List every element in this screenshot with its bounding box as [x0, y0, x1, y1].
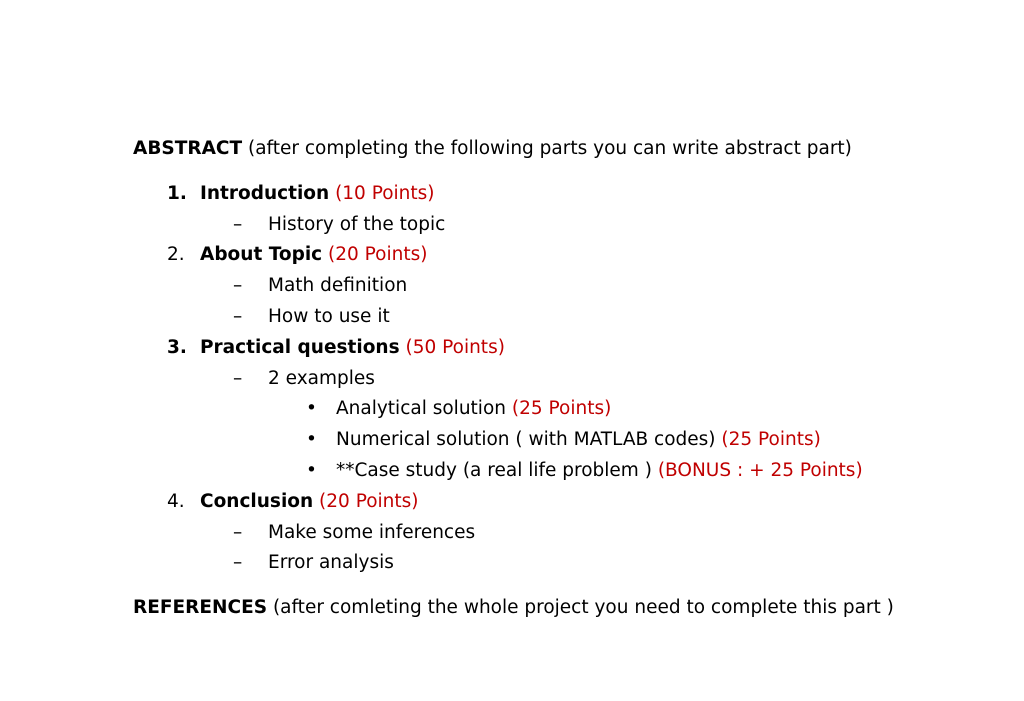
section-points: (50 Points) [399, 336, 505, 358]
bullet-icon: • [306, 459, 317, 481]
list-item-text: Make some inferences [268, 521, 476, 543]
dash-marker: – [233, 275, 243, 297]
section-title: Practical questions [200, 336, 400, 358]
bullet-item [133, 456, 993, 487]
bullet-text: Analytical solution [336, 398, 512, 420]
dash-marker: – [233, 367, 243, 389]
section-number: 3. [167, 336, 187, 358]
bullet-points: (25 Points) [721, 429, 821, 451]
section-introduction [133, 179, 993, 210]
section-conclusion [133, 487, 993, 518]
section-title: Conclusion [200, 490, 314, 512]
list-item [133, 518, 993, 549]
bullet-item [133, 394, 993, 425]
list-item-text: History of the topic [268, 213, 446, 235]
references-heading [133, 593, 993, 624]
bullet-points: (BONUS : + 25 Points) [657, 459, 863, 481]
list-item [133, 548, 993, 579]
bullet-icon: • [306, 398, 317, 420]
section-number: 1. [167, 182, 187, 204]
list-item [133, 210, 993, 241]
abstract-note: (after completing the following parts you can write abstract part) [242, 138, 852, 159]
section-number: 2. [167, 244, 185, 266]
outline-list [133, 179, 993, 579]
section-title: About Topic [200, 244, 323, 266]
section-points: (20 Points) [313, 490, 419, 512]
dash-marker: – [233, 521, 243, 543]
section-title: Introduction [200, 182, 330, 204]
abstract-heading [133, 134, 993, 165]
section-points: (20 Points) [322, 244, 428, 266]
abstract-title: ABSTRACT [133, 138, 243, 159]
bullet-icon: • [306, 429, 317, 451]
section-about-topic [133, 240, 993, 271]
dash-marker: – [233, 552, 243, 574]
dash-marker: – [233, 213, 243, 235]
bullet-points: (25 Points) [511, 398, 612, 420]
list-item [133, 302, 993, 333]
list-item [133, 271, 993, 302]
bullet-text: Numerical solution ( with MATLAB codes) [336, 429, 722, 451]
references-note: (after comleting the whole project you need to complete this part ) [267, 597, 894, 619]
list-item-text: Math definition [268, 275, 408, 297]
bullet-text: **Case study (a real life problem ) [336, 459, 658, 481]
list-item-text: Error analysis [268, 552, 394, 574]
list-item-text: How to use it [268, 305, 390, 327]
list-item-text: 2 examples [268, 367, 375, 389]
list-item [133, 364, 993, 395]
references-title: REFERENCES [133, 597, 268, 619]
section-practical-questions [133, 333, 993, 364]
bullet-item [133, 425, 993, 456]
section-points: (10 Points) [329, 182, 435, 204]
document-page [133, 134, 993, 624]
section-number: 4. [167, 490, 185, 512]
dash-marker: – [233, 305, 243, 327]
